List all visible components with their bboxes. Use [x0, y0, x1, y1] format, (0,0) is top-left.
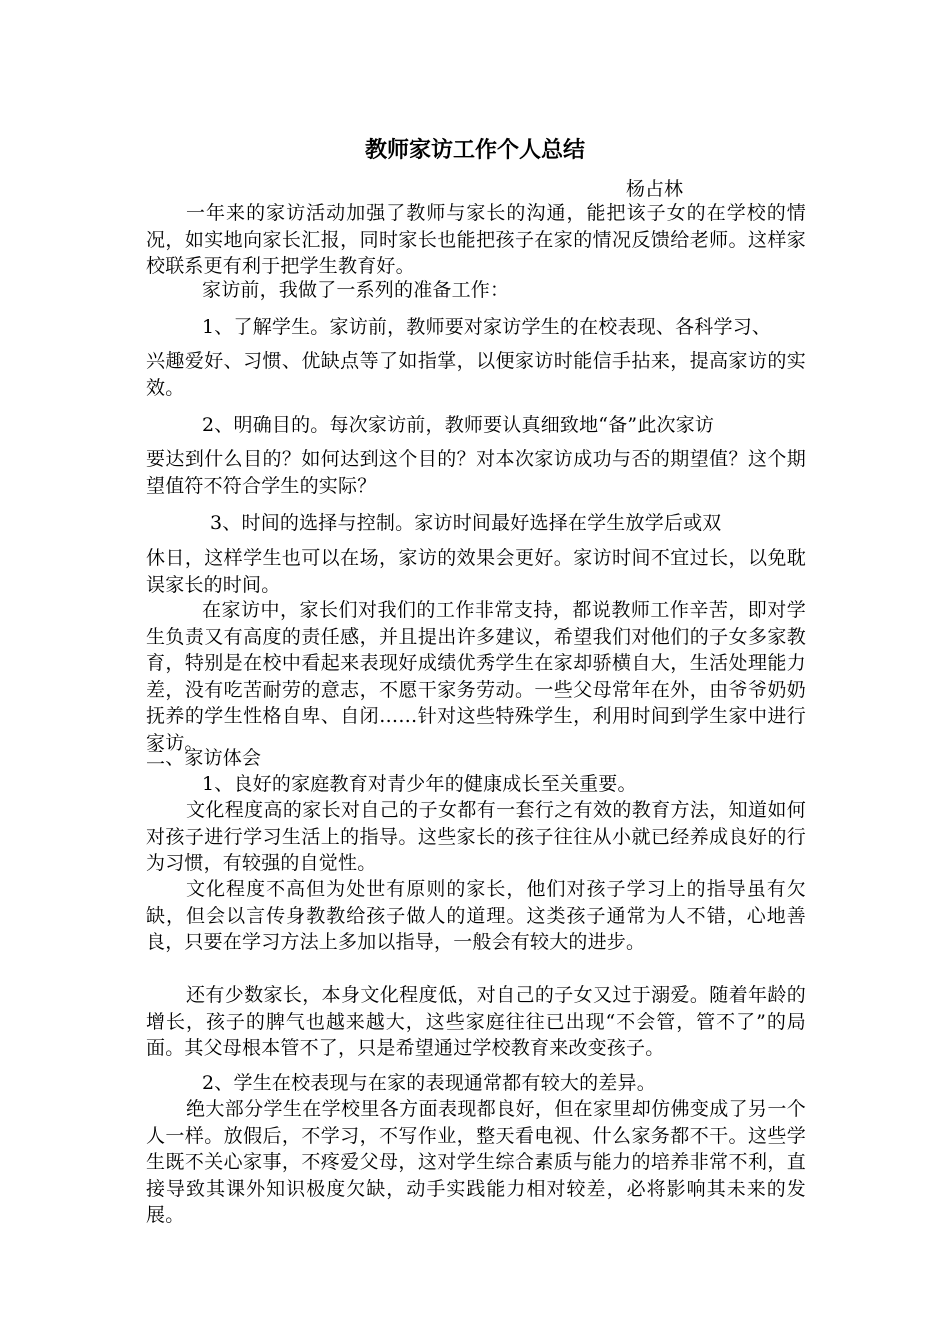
paragraph-prep-3-cont: 休日，这样学生也可以在场，家访的效果会更好。家访时间不宜过长，以免耽误家长的时间。: [146, 547, 806, 596]
paragraph-preparation-intro: 家访前，我做了一系列的准备工作：: [202, 279, 510, 301]
paragraph-prep-3-start: 3、时间的选择与控制。家访时间最好选择在学生放学后或双: [210, 512, 722, 534]
paragraph-intro: 一年来的家访活动加强了教师与家长的沟通，能把该子女的在学校的情况，如实地向家长汇报，同时家长也能把孩子在家的情况反馈给老师。这样家校联系更有利于把学生教育好。: [146, 202, 806, 277]
paragraph-experience-2: 2、学生在校表现与在家的表现通常都有较大的差异。: [202, 1072, 656, 1094]
paragraph-experience-1: 1、良好的家庭教育对青少年的健康成长至关重要。: [202, 773, 637, 795]
document-title: 教师家访工作个人总结: [364, 138, 585, 163]
paragraph-prep-2-start: 2、明确目的。每次家访前，教师要认真细致地“备”此次家访: [202, 414, 715, 436]
section-heading-experience: 二、家访体会: [146, 747, 262, 769]
paragraph-student-difference: 绝大部分学生在学校里各方面表现都良好，但在家里却仿佛变成了另一个人一样。放假后，不学习，不写作业，整天看电视、什么家务都不干。这些学生既不关心家事，不疼爱父母，这对学生综合素质与能力的培养非常不利，直接导致其课外知识极度欠缺，动手实践能力相对较差，必将影响其未来的发展。: [146, 1098, 806, 1226]
paragraph-during-visit: 在家访中，家长们对我们的工作非常支持，都说教师工作辛苦，即对学生负责又有高度的责任感，并且提出许多建议，希望我们对他们的子女多家教育，特别是在校中看起来表现好成绩优秀学生在家却骄横自大，生活处理能力差，没有吃苦耐劳的意志，不愿干家务劳动。一些父母常年在外，由爷爷奶奶抚养的学生性格自卑、自闭……针对这些特殊学生，利用时间到学生家中进行家访。: [146, 599, 806, 754]
paragraph-prep-1-cont: 兴趣爱好、习惯、优缺点等了如指掌，以便家访时能信手拈来，提高家访的实效。: [146, 350, 806, 399]
author-name: 杨占林: [626, 178, 684, 200]
paragraph-doting-parents: 还有少数家长，本身文化程度低，对自己的子女又过于溺爱。随着年龄的增长，孩子的脾气也越来越大，这些家庭往往已出现“不会管，管不了”的局面。其父母根本管不了，只是希望通过学校教育来改变孩子。: [146, 984, 806, 1059]
paragraph-principled-parents: 文化程度不高但为处世有原则的家长，他们对孩子学习上的指导虽有欠缺，但会以言传身教教给孩子做人的道理。这类孩子通常为人不错，心地善良，只要在学习方法上多加以指导，一般会有较大的进步。: [146, 878, 806, 953]
paragraph-educated-parents: 文化程度高的家长对自己的子女都有一套行之有效的教育方法，知道如何对孩子进行学习生活上的指导。这些家长的孩子往往从小就已经养成良好的行为习惯，有较强的自觉性。: [146, 799, 806, 874]
paragraph-prep-2-cont: 要达到什么目的？如何达到这个目的？对本次家访成功与否的期望值？这个期望值符不符合学生的实际？: [146, 448, 806, 497]
paragraph-prep-1-start: 1、了解学生。家访前，教师要对家访学生的在校表现、各科学习、: [202, 316, 772, 338]
